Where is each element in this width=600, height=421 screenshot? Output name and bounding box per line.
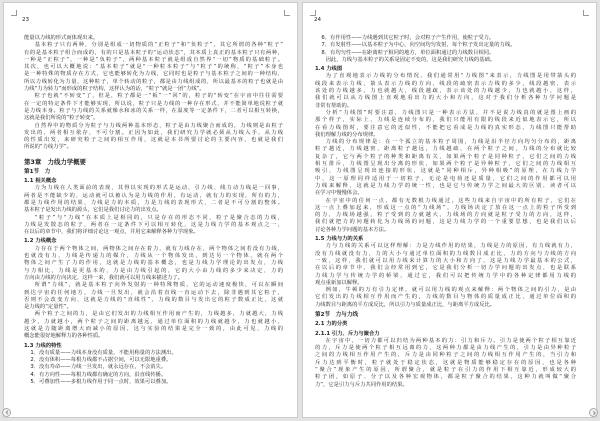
subsection-heading: 1.5 力线与力的关系: [315, 236, 364, 243]
text-line: 否则不会改变方向，这就是力线的“直线性”，力线的数目与发出它的粒子数成正比，这就: [24, 296, 283, 303]
text-line: 讨论各种力学问题的基本方法。: [315, 226, 390, 233]
page-number: 23: [22, 17, 30, 23]
text-line: 都是力线作用的结果，力线是力的本质，力是力线的表现形式，二者是不可分割的整体。: [24, 199, 283, 206]
paragraph: [315, 243, 576, 287]
list-item: 6．有作用性——力线遇到其它粒子时，会对粒子产生作用，使粒子受力。: [321, 35, 495, 41]
text-line: 分析“力线图”时要注意，力线图只是一种表示方法，并不是说力线真的就是图上画的: [325, 109, 576, 116]
text-line: 力线“力为转力”而形成的粒子结构，这样认为的话，“粒子”就是一团“力线”。: [24, 86, 205, 93]
section-heading: 第1节 力: [24, 168, 51, 175]
text-line: 这就是力随距离增大而减小的原因，这与实验的结果是完全一致的，由此可见，力线的: [24, 325, 283, 332]
text-line: 没有力线就没有力，力的大小与通过单位面积的力线数目成正比，力的方向与力线的方向: [315, 250, 576, 257]
text-line: 在以后的章节中，我们将详细讨论这一观点，并用它来解释各种力学现象。: [24, 229, 199, 236]
text-line: 与力相比，力线是更基本的，力是由力线引起的，它的大小由力线的多少来决定，力的: [24, 267, 283, 274]
text-line: 力与力线的关系可以这样理解：力是力线作用的结果，力线是力的原因，有力线就有力，: [325, 243, 576, 250]
text-line: 的性质出发，来研究粒子之间的相互作用，这就是本书所要讨论的主要内容，也就是我们: [24, 137, 283, 144]
text-line: 有的是基本粒子组合而成的，有的只是基本粒子的“运动状态”，其本质上真正的基本粒子只有两种，: [24, 49, 283, 56]
text-line: 两者是不能缺少的，运动就可以被认为是力线的作用，有运动，就有力的实现，所有的力，: [24, 192, 283, 199]
text-line: 斥力达到平衡时，粒子就处于稳定状态，这就是物质能够稳定存在的原因，也是各种: [315, 359, 576, 366]
subsection-heading: 1.1 相关概念: [24, 178, 57, 185]
corner-mark: [11, 10, 17, 16]
page-right: [303, 3, 596, 417]
text-line: 力为力线在人类面前的表现，其得以实现的形式是运动，引力线、线力动力线是一回事，: [34, 185, 283, 192]
text-line: 这一点上叠加起来，形成这一点的“力线场”，力线场决定了放在这一点上的粒子所受到: [315, 204, 576, 211]
text-line: 这就是我们所说的“粒子转变”。: [24, 115, 99, 122]
numbered-list: [315, 35, 576, 57]
text-line: 粒子越近，力线越密，距离粒子越远，力线越疏，在两个粒子之间，力线的分布就比较: [315, 146, 576, 153]
text-line: 是力线的“定量性”。: [24, 304, 72, 311]
subsection-heading: 1.2 力线概念: [24, 238, 57, 245]
chapter-heading: 第3章 力线力学概要: [24, 157, 86, 166]
text-line: 力线的分布规律是：在一个孤立的基本粒子周围，力线是沿半径方向均匀分布的，距离: [325, 139, 576, 146]
subsection-heading: 2.1.1 引力、斥力与聚合力: [315, 330, 380, 337]
text-line: 非常有帮助的。: [315, 102, 353, 109]
list-item: 4．有方向性——每根力线都有确定的方向，沿直线传播。: [30, 371, 167, 378]
text-line: 观点重新加以解释。: [315, 279, 363, 286]
page-number: 24: [314, 17, 322, 23]
text-line: 在看力线图时，要注意它的近似性，不能把它看成是力线的真实形态，力线图只能帮助: [315, 124, 576, 131]
paragraph: [24, 282, 283, 311]
paragraph: [24, 215, 283, 237]
text-line: 它们发出的力线相互作用而产生的，力线的数目与物体的质量成正比，通过单位面积的: [315, 294, 576, 301]
paragraph: [315, 338, 576, 389]
text-line: 方向由力线的方向决定，这样一来，我们就可以用力线来描述力了。: [24, 274, 183, 281]
paragraph: [315, 287, 576, 309]
text-line: 为了直观地表示力线的分布情况，我们通常用“力线图”来表示，力线图是用带箭头的: [325, 73, 576, 80]
text-line: 粒子团，如原子、分子以及各种宏观物体，都是粒子聚合的结果，这种力就叫做“聚合: [315, 374, 576, 381]
text-line: 吸引，力线图呈现出连接的形状，这就是“同种相斥，异种相吸”的原理，在力线力学: [315, 168, 576, 175]
list-item: 3．没有寿命——力线一旦发出，就永远存在，不会消失。: [30, 364, 167, 371]
text-line: 到达宇宙的任何地方，力线一旦发出，就会沿着直线一直运动下去，除非遇到其它粒子，: [24, 289, 283, 296]
paragraph: [24, 123, 283, 152]
text-line: 所以力线转化为力量，这种粒子，单个转动的粒子，都是由力线组成的，所以最基本的粒子也就是由: [24, 78, 283, 85]
text-line: 中，这一原理同样适用于一切粒子，无论是电荷还是质量，它们之间的作用都可以用: [315, 175, 576, 182]
text-line: 例如，牛顿的万有引力定律，就可以用力线的观点来解释：两个物体之间的引力，是由: [325, 287, 576, 294]
text-line: 力线是发散态的粒子，两者在一定条件下可以相互转化，这是力线力学的基本观点之一，: [24, 221, 283, 228]
text-line: 之间的力线相互作用产生的，斥力是由同种粒子之间的力线相互作用产生的，当引力和: [315, 352, 576, 359]
subsection-heading: 2.1 力的分类: [315, 321, 348, 328]
paragraph: [24, 185, 283, 214]
text-line: 概念能很好地解释力的各种性质。: [24, 333, 104, 340]
next-page-button[interactable]: [589, 408, 598, 417]
text-line: 该处的力线越多，力也就越大，线段越疏，表示该处的力线越少，力也就越小，这样，: [315, 88, 576, 95]
paragraph: [24, 311, 283, 340]
list-item: 5．可叠加性——多根力线作用于同一点时，效果可以叠加。: [30, 379, 172, 386]
text-line: 粒子也就“不转变”了，但是，粒子都是一“板”一“回”的，粒子的“转变”在宇宙中往往需要: [34, 93, 283, 100]
list-item: 7．有发射性——以基本粒子为中心，向空间均匀发射，每个粒子发出定量的力线。: [321, 42, 516, 49]
text-line: 的力，斥力是使两个粒子相互远离的力，这两种力都是由力线产生的，引力是由异种粒子: [315, 345, 576, 352]
text-line: 我们就把力的问题转化为力线场的问题，这是力线力学的一个重要思想，也是我们以后: [315, 219, 576, 226]
text-line: 所谓“力线”，就是基本粒子向外发射的一种特殊物质，它的运动速度极快，可以在瞬间: [34, 282, 283, 289]
text-line: 其次，也可以大概地说：“基本粒子”就是“一种粒本粒子”与“粒子”的统称，“粒子”本身也: [24, 64, 283, 71]
page-back-icon: [5, 411, 10, 416]
text-line: 我们理解力线的分布规律。: [315, 131, 379, 138]
text-line: 一致，这样，我们就可以用力线来计算力的大小和方向了，这是力线力学最基本的公式，: [315, 257, 576, 264]
paragraph: [315, 139, 576, 197]
text-line: 相互排斥，力线图呈现出分离的形状，如果两个粒子是异种粒子，它们之间的力线相互: [315, 161, 576, 168]
text-line: 所说的“力线力学”。: [24, 144, 72, 151]
text-line: 因此，力线与基本粒子的关系是固定不变的，这是我们研究力线的基础。: [325, 56, 496, 63]
text-line: 在学习中慢慢体会。: [315, 190, 363, 197]
text-line: “粒子”与“力线”在本质上是相同的，只是存在的形态不同，粒子是聚合态的力线，: [34, 214, 283, 221]
text-line: 两个粒子之间的力，是由它们发出的力线相互作用而产生的，力线越多，力就越大，力线: [34, 311, 283, 318]
text-line: 一种是“正粒子”，一种是“负粒子”，两种基本粒子就是组成自然界“一切”物质的基础粒子。: [24, 56, 283, 63]
text-line: 发出的，两者相互依存，不可分割。正因为如此，我们研究力学就必须从力线入手，从力线: [24, 129, 283, 136]
paragraph: [24, 93, 283, 122]
text-line: 基本粒子是发出力线的源头，它们是我们讨论力的出发点。: [24, 207, 162, 214]
text-line: 是一种特殊的物质存在方式，它也能够转化为力线，它同时也是粒子与基本粒子之间的一种结构，: [24, 71, 283, 78]
prev-page-button[interactable]: [2, 408, 11, 417]
text-line: 的力，力线场越强，粒子受到的力就越大，力线场的方向就是粒子受力的方向，这样，: [315, 212, 576, 219]
subsection-heading: 1.4 力线图: [315, 66, 343, 73]
list-item: 1．没有质量——力线本身没有质量，不能用称量的方法测出。: [30, 349, 177, 356]
paragraph: [315, 110, 576, 139]
paragraph: [24, 42, 283, 93]
page-text-column: [315, 35, 576, 389]
paragraph: [24, 246, 283, 282]
text-line: 我们就可以从力线图上直观地看出力的大小和方向，这对于我们分析各种力学问题是: [315, 95, 576, 102]
text-line: 自然界中的物质分为粒子与力线两种基本形态，粒子是由力线聚合而成的，力线则是由粒子: [34, 122, 283, 129]
text-line: 能量以力线的形式而体现出来。: [24, 35, 99, 41]
text-line: 那个样子，实际上，力线是连续分布的，我们只能用有限的线段来近似地表示它，所以: [315, 117, 576, 124]
section-heading: 第2节 力与力线: [315, 311, 359, 318]
paragraph: [315, 57, 576, 64]
paragraph: [315, 73, 576, 109]
text-line: “聚合”现象产生的原因，所谓聚合，就是粒子在引力的作用下相互靠近，形成较大的: [315, 367, 576, 374]
text-line: 基本粒子只有两种，分别是组成一切物质的“正粒子”和“负粒子”，其它所谓的各种“粒子”: [34, 42, 283, 49]
text-line: 在以后的章节中，我们会经常用到它，它是我们分析一切力学问题的出发点，也是联系: [315, 265, 576, 272]
page-left: [4, 3, 297, 417]
text-line: 力线力学与传统力学的桥梁，通过它，我们可以把传统力学中的各种定律都用力线的: [315, 272, 576, 279]
paragraph: [315, 198, 576, 234]
corner-mark: [310, 10, 316, 16]
corner-mark: [284, 10, 290, 16]
text-line: 力”，它是引力与斥力共同作用的结果。: [315, 381, 408, 388]
text-line: 线段来表示力线，箭头表示力线的方向，线段的疏密表示力线的多少，线段越密，表示: [315, 80, 576, 87]
text-line: 力线来解释，这就是力线力学的统一性，也是它与传统力学之间最大的区别，读者可以: [315, 182, 576, 189]
text-line: 在一定的特定条件下才能够实现，所以说，粒子只是力线的一种存在形式，并不能简单地说粒子就: [24, 100, 283, 107]
text-line: 在宇宙中的任何一点，都有无数根力线通过，这些力线来自宇宙中的所有粒子，它们在: [325, 197, 576, 204]
text-line: 在宇宙中，一切力都可以归结为两种基本的力：引力和斥力。引力是使两个粒子相互靠近: [325, 337, 576, 344]
text-line: 复杂了，它与两个粒子的种类和距离有关，如果两个粒子是同种粒子，它们之间的力线: [315, 153, 576, 160]
text-line: 力存在于两个物体之间，两物体之间存在着力，就有力线存在，两个物体之间若没有力线，: [34, 245, 283, 252]
subsection-heading: 1.3 力线的特性: [24, 342, 62, 349]
text-line: 越少，力就越小，两个粒子之间的距离越远，通过单位面积的力线就越少，力也就越小，: [24, 318, 283, 325]
text-line: 物体之间产生了力的作用，这就是力线的基本概念，也是力线力学理论的出发点，力线: [24, 260, 283, 267]
page-forward-icon: [591, 411, 596, 416]
page-text-column: [24, 35, 283, 386]
list-item: 2．没有体积——每根力线都不占据空间，可以无限地重叠。: [30, 357, 172, 364]
corner-mark: [583, 10, 589, 16]
text-line: 力线数目与距离的平方成反比，所以引力与质量成正比，与距离平方成反比。: [315, 301, 496, 308]
numbered-list: [24, 350, 283, 386]
text-line: 也就没有力，力线是传递力的媒介，力线从一个物体发出，到达另一个物体，就在两个: [24, 253, 283, 260]
list-item: 8．有均匀性——在距离粒子相同的地方，单位面积通过的力线数目相同。: [321, 49, 495, 56]
text-line: 是力线本身。粒子与力线的关系就像水和冰的关系一样，在温度等一定条件下，二者可以相互转换，: [24, 107, 283, 114]
